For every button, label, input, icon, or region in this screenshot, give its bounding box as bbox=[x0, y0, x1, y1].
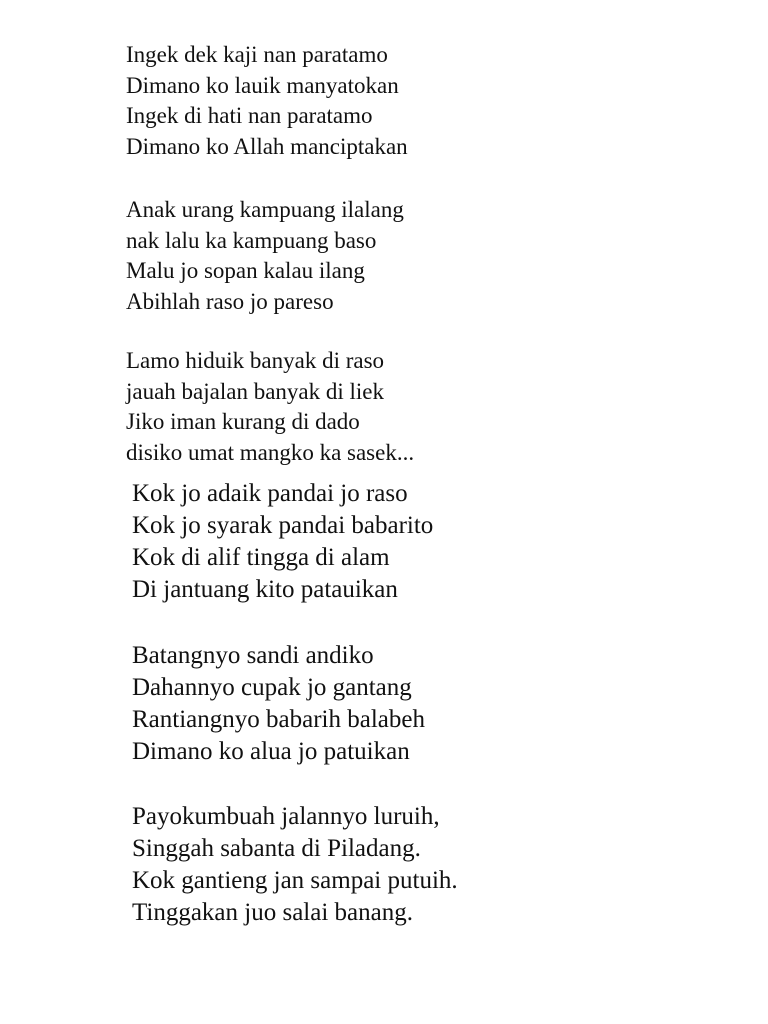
stanza-5 bbox=[132, 640, 425, 768]
stanza-line: Ingek di hati nan paratamo bbox=[126, 103, 373, 128]
stanza-line: Jiko iman kurang di dado bbox=[126, 409, 360, 434]
stanza-1 bbox=[126, 40, 408, 162]
stanza-line: Kok jo adaik pandai jo raso bbox=[132, 480, 408, 507]
stanza-line: Dimano ko Allah manciptakan bbox=[126, 133, 408, 159]
stanza-line: Dimano ko lauik manyatokan bbox=[126, 72, 399, 98]
stanza-line: nak lalu ka kampuang baso bbox=[126, 227, 377, 253]
stanza-line: Payokumbuah jalannyo luruih, bbox=[132, 803, 440, 830]
stanza-line: jauah bajalan banyak di liek bbox=[126, 378, 385, 404]
stanza-line: Lamo hiduik banyak di raso bbox=[126, 348, 385, 373]
stanza-line: Kok gantieng jan sampai putuih. bbox=[132, 867, 458, 894]
stanza-line: Kok di alif tingga di alam bbox=[132, 544, 390, 571]
stanza-line: Batangnyo sandi andiko bbox=[132, 642, 374, 669]
stanza-4 bbox=[132, 478, 433, 606]
stanza-line: Di jantuang kito patauikan bbox=[132, 576, 398, 603]
stanza-line: Dahannyo cupak jo gantang bbox=[132, 674, 412, 701]
stanza-6 bbox=[132, 801, 458, 929]
stanza-line: Ingek dek kaji nan paratamo bbox=[126, 42, 388, 67]
stanza-2 bbox=[126, 195, 404, 317]
stanza-line: Tinggakan juo salai banang. bbox=[132, 899, 413, 926]
stanza-line: Kok jo syarak pandai babarito bbox=[132, 512, 434, 539]
stanza-line: Abihlah raso jo pareso bbox=[126, 288, 334, 314]
stanza-line: Singgah sabanta di Piladang. bbox=[132, 835, 421, 862]
stanza-line: disiko umat mangko ka sasek... bbox=[126, 439, 415, 465]
stanza-3 bbox=[126, 346, 414, 468]
stanza-line: Dimano ko alua jo patuikan bbox=[132, 738, 410, 765]
stanza-line: Malu jo sopan kalau ilang bbox=[126, 258, 365, 283]
stanza-line: Rantiangnyo babarih balabeh bbox=[132, 706, 425, 733]
stanza-line: Anak urang kampuang ilalang bbox=[126, 197, 404, 222]
